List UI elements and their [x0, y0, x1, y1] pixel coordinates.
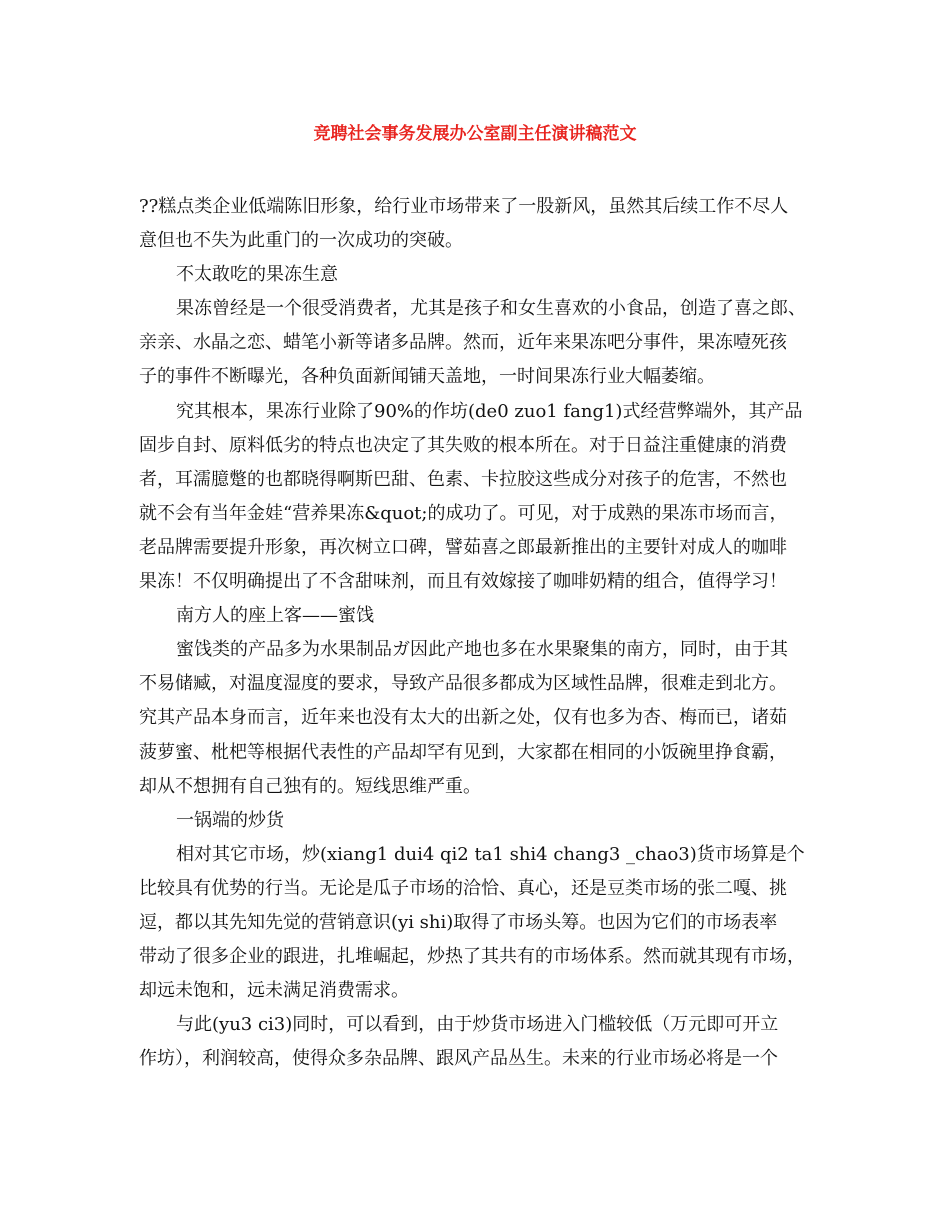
body-line: 亲亲、水晶之恋、蜡笔小新等诸多品牌。然而，近年来果冻吧分事件，果冻噎死孩 — [139, 332, 787, 354]
body-line: 不易储臧，对温度湿度的要求，导致产品很多都成为区域性品牌，很难走到北方。 — [139, 673, 787, 695]
body-line: 带动了很多企业的跟进，扎堆崛起，炒热了其共有的市场体系。然而就其现有市场， — [139, 946, 805, 968]
body-line: 作坊），利润较高，使得众多杂品牌、跟风产品丛生。未来的行业市场必将是一个 — [139, 1048, 778, 1070]
body-line: 菠萝蜜、枇杷等根据代表性的产品却罕有见到，大家都在相同的小饭碗里挣食霸， — [139, 741, 787, 763]
body-line: 意但也不失为此重门的一次成功的突破。 — [139, 230, 463, 252]
body-line: 固步自封、原料低劣的特点也决定了其失败的根本所在。对于日益注重健康的消费 — [139, 434, 787, 456]
section-heading: 不太敢吃的果冻生意 — [176, 264, 338, 286]
body-line: 却从不想拥有自己独有的。短线思维严重。 — [139, 775, 481, 797]
body-line: 相对其它市场，炒(xiang1 dui4 qi2 ta1 shi4 chang3 _chao3)货市场算是个 — [176, 843, 805, 865]
body-line: 究其根本，果冻行业除了90%的作坊(de0 zuo1 fang1)式经营弊端外，其产品 — [176, 400, 803, 422]
body-line: 果冻！不仅明确提出了不含甜味剂，而且有效嫁接了咖啡奶精的组合，值得学习！ — [139, 571, 787, 593]
section-heading: 一锅端的炒货 — [176, 809, 284, 831]
body-line: 果冻曾经是一个很受消费者，尤其是孩子和女生喜欢的小食品，创造了喜之郎、 — [176, 298, 806, 320]
body-line: 比较具有优势的行当。无论是瓜子市场的洽恰、真心，还是豆类市场的张二嘎、挑 — [139, 877, 787, 899]
body-line: 就不会有当年金娃“营养果冻&quot;的成功了。可见，对于成熟的果冻市场而言， — [139, 502, 788, 524]
body-line: 者，耳濡臆蹩的也都晓得啊斯巴甜、色素、卡拉胶这些成分对孩子的危害，不然也 — [139, 468, 787, 490]
body-line: 逗，都以其先知先觉的营销意识(yi shi)取得了市场头筹。也因为它们的市场表率 — [139, 911, 778, 933]
body-line: 究其产品本身而言，近年来也没有太大的出新之处，仅有也多为杏、梅而已，诸茹 — [139, 707, 787, 729]
section-heading: 南方人的座上客——蜜饯 — [176, 605, 374, 627]
body-line: 老品牌需要提升形象，再次树立口碑，譬茹喜之郎最新推出的主要针对成人的咖啡 — [139, 536, 787, 558]
document-body — [139, 190, 827, 1076]
body-line: 却远未饱和，远未满足消费需求。 — [139, 980, 409, 1002]
body-line: 与此(yu3 ci3)同时，可以看到，由于炒货市场进入门槛较低（万元即可开立 — [176, 1014, 779, 1036]
body-line: ??糕点类企业低端陈旧形象，给行业市场带来了一股新风，虽然其后续工作不尽人 — [139, 196, 789, 217]
document-title: 竞聘社会事务发展办公室副主任演讲稿范文 — [313, 124, 637, 144]
body-line: 子的事件不断曝光，各种负面新闻铺天盖地，一时间果冻行业大幅萎缩。 — [139, 366, 715, 388]
body-line: 蜜饯类的产品多为水果制品ガ因此产地也多在水果聚集的南方，同时，由于其 — [176, 639, 788, 661]
